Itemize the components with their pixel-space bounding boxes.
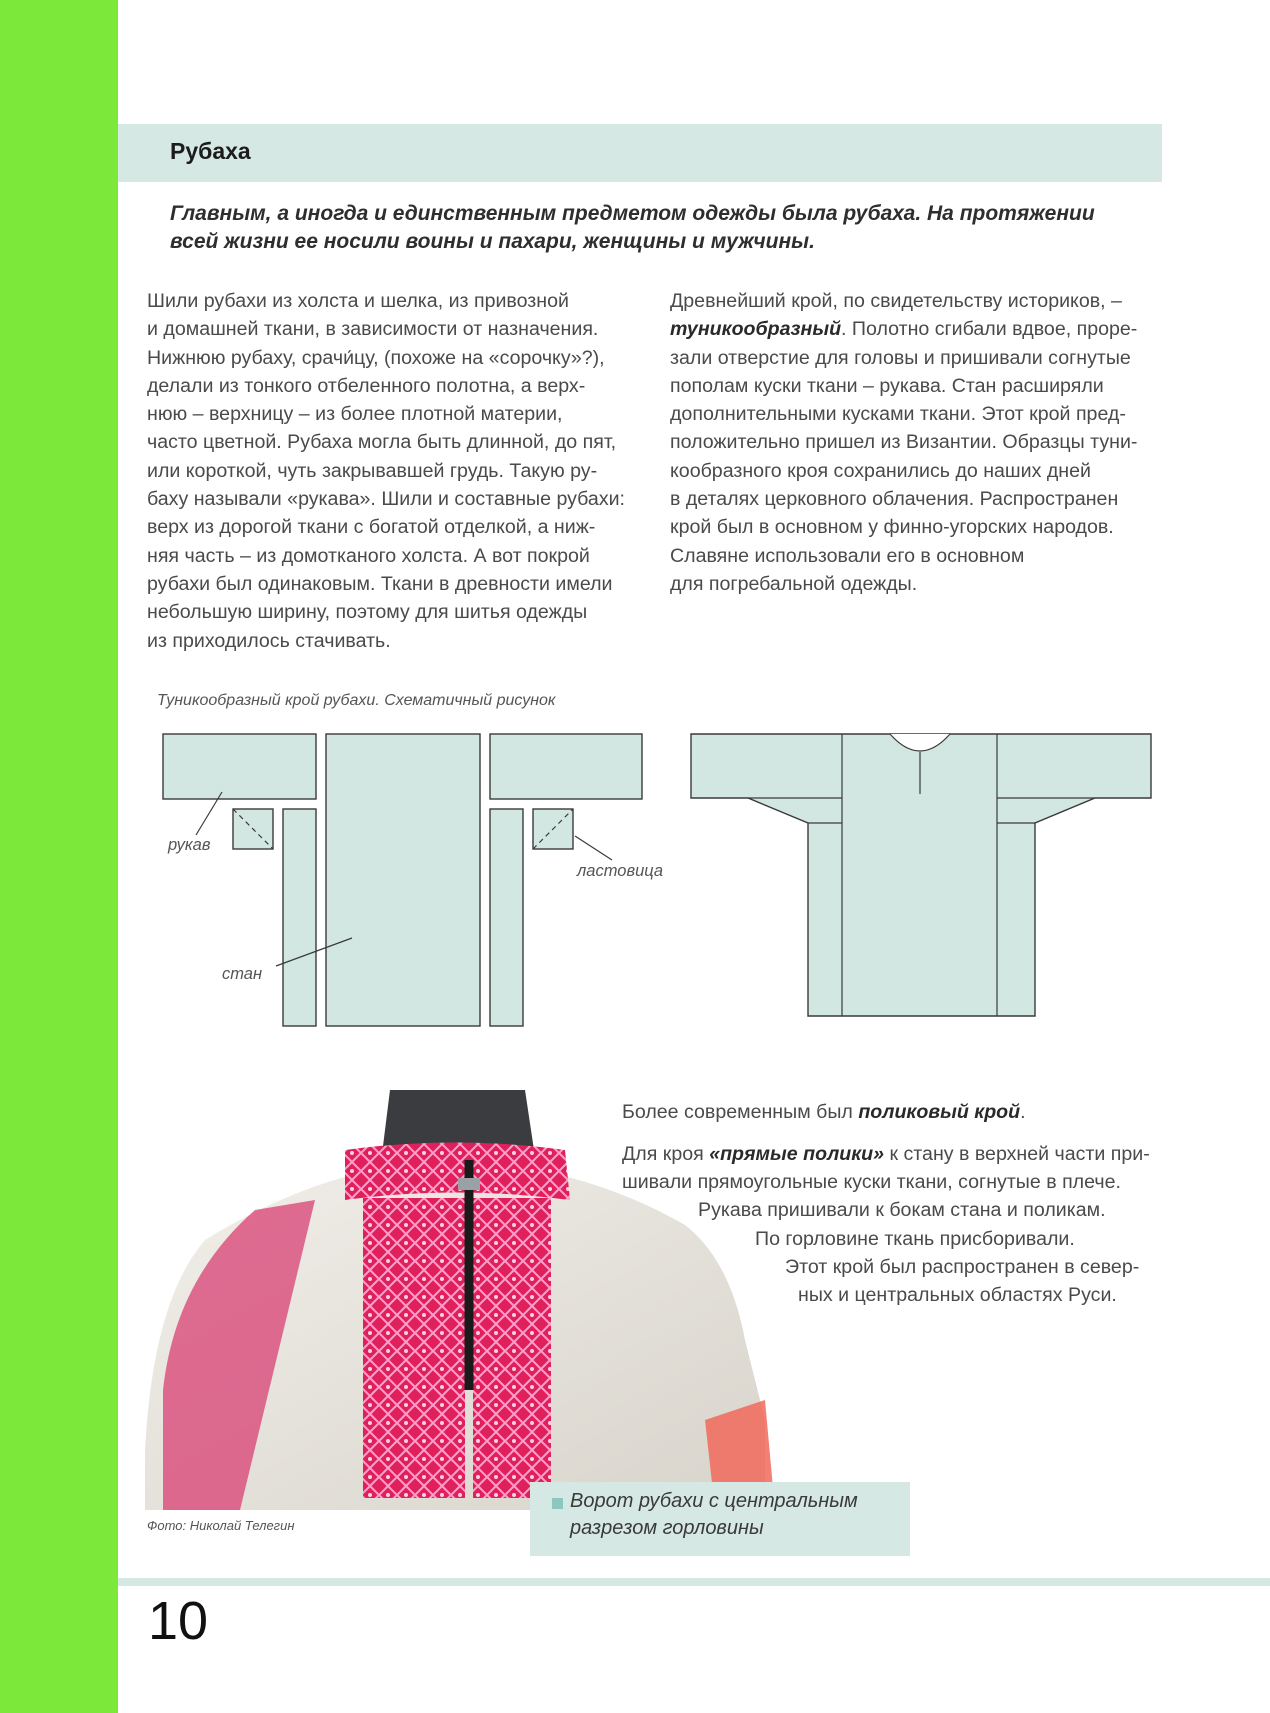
caption-line: разрезом горловины: [570, 1517, 764, 1539]
text-line: дополнительными кусками ткани. Этот крой пред-: [670, 403, 1126, 426]
text-line: Славяне использовали его в основном: [670, 544, 1025, 567]
text-fragment: . Полотно сгибали вдвое, проре-: [841, 318, 1138, 341]
text-line: для погребальной одежды.: [670, 572, 918, 595]
text-fragment: .: [1020, 1101, 1026, 1123]
side-strip-left: [283, 809, 316, 1026]
chest-embroidery-left: [363, 1198, 465, 1498]
polik-line: шивали прямоугольные куски ткани, согнутые в плече.: [622, 1171, 1121, 1193]
text-line: из приходилось стачивать.: [147, 629, 391, 652]
diagram-caption: Туникообразный крой рубахи. Схематичный рисунок: [157, 692, 556, 709]
label-gusset: ластовица: [577, 862, 664, 880]
text-line: положительно пришел из Византии. Образцы туни-: [670, 431, 1138, 454]
label-sleeve: рукав: [168, 836, 211, 854]
caption-bullet-icon: [552, 1498, 563, 1509]
text-line: пополам куски ткани – рукава. Стан расширяли: [670, 374, 1104, 397]
text-line: или короткой, чуть закрывавшей грудь. Такую ру-: [147, 459, 598, 482]
leader-gusset: [575, 836, 612, 860]
footer-rule: [118, 1578, 1270, 1586]
text-line: небольшую ширину, поэтому для шитья одежды: [147, 601, 588, 624]
text-line: баху называли «рукава». Шили и составные рубахи:: [147, 488, 625, 511]
caption-line: Ворот рубахи с центральным: [570, 1490, 858, 1512]
label-body: стан: [222, 965, 263, 983]
intro-text: Главным, а иногда и единственным предметом одежды была рубаха. На протяжении всей жизни ее носили воины и пахари, женщины и мужчины.: [170, 202, 1095, 253]
polik-line: [622, 1098, 1026, 1127]
collar-band: [345, 1143, 570, 1201]
text-line: няя часть – из домотканого холста. А вот покрой: [147, 544, 590, 567]
photo-caption-text: [570, 1488, 900, 1542]
photo-credit: Фото: Николай Телегин: [147, 1518, 295, 1533]
text-line: крой был в основном у финно-угорских народов.: [670, 516, 1114, 539]
text-line: верх из дорогой ткани с богатой отделкой, а ниж-: [147, 516, 596, 539]
sleeve-piece-left: [163, 734, 316, 799]
text-line: нюю – верхницу – из более плотной материи,: [147, 403, 563, 426]
collar-clasp: [458, 1178, 480, 1190]
text-line: Нижнюю рубаху, срачи́цу, (похоже на «сорочку»?),: [147, 346, 605, 369]
text-fragment: Более современным был: [622, 1101, 859, 1123]
text-fragment: Для кроя: [622, 1143, 710, 1165]
text-line: часто цветной. Рубаха могла быть длинной, до пят,: [147, 431, 617, 454]
polik-line: Этот крой был распространен в север-: [785, 1256, 1140, 1278]
polik-line: По горловине ткань присборивали.: [755, 1228, 1075, 1250]
term-straight-poliki: «прямые полики»: [709, 1143, 885, 1165]
text-line: рубахи был одинаковым. Ткани в древности имели: [147, 572, 613, 595]
text-line: кообразного кроя сохранились до наших дней: [670, 459, 1091, 482]
text-line: в деталях церковного облачения. Распространен: [670, 488, 1119, 511]
polik-line: [622, 1140, 1150, 1169]
sleeve-piece-right: [490, 734, 642, 799]
body-piece: [326, 734, 480, 1026]
side-strip-right: [490, 809, 523, 1026]
text-line: зали отверстие для головы и пришивали согнутые: [670, 346, 1131, 369]
assembled-shirt: [691, 734, 1151, 1016]
text-line: Шили рубахи из холста и шелка, из привозной: [147, 290, 569, 312]
text-line: и домашней ткани, в зависимости от назначения.: [147, 318, 599, 341]
page-number: 10: [148, 1591, 209, 1651]
text-line: делали из тонкого отбеленного полотна, а верх-: [147, 374, 586, 397]
photo-caption-box: [530, 1482, 910, 1556]
term-polik-cut: поликовый крой: [858, 1101, 1021, 1123]
polik-line: Рукава пришивали к бокам стана и поликам.: [698, 1199, 1106, 1221]
term-tunic-cut: туникообразный: [670, 318, 842, 341]
section-title: Рубаха: [170, 138, 251, 164]
polik-line: ных и центральных областях Руси.: [798, 1284, 1117, 1306]
text-fragment: к стану в верхней части при-: [884, 1143, 1150, 1165]
text-line: Древнейший крой, по свидетельству историков, –: [670, 290, 1122, 312]
chest-embroidery-right: [473, 1198, 551, 1498]
